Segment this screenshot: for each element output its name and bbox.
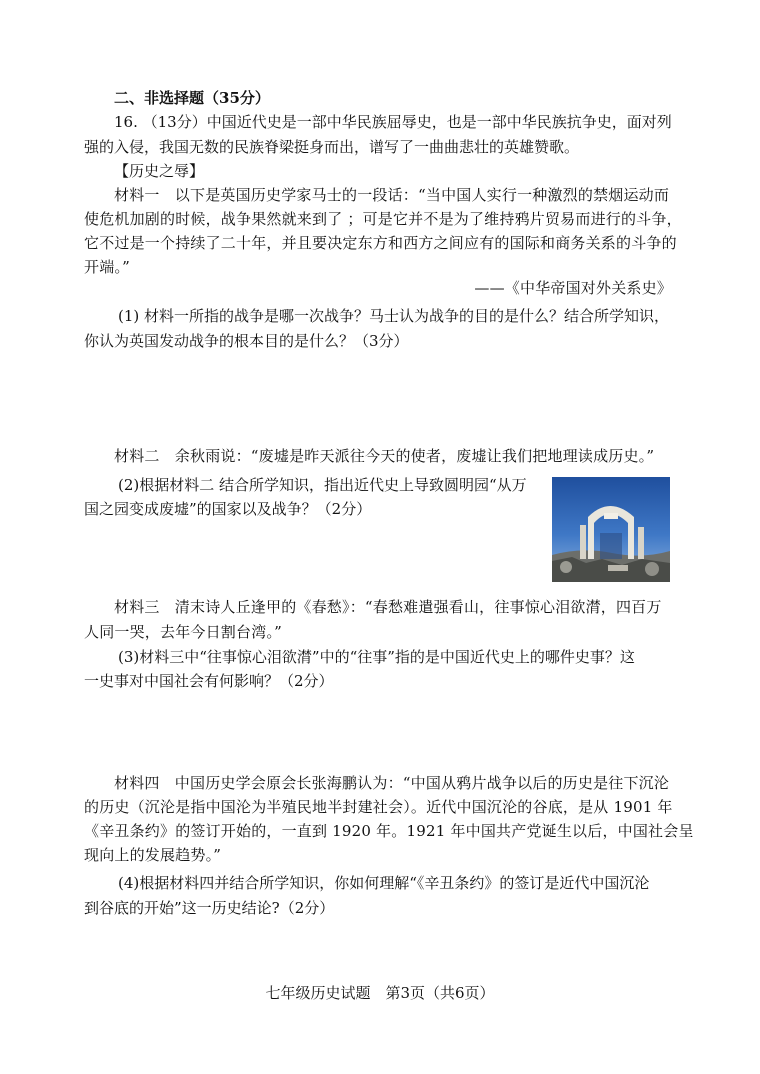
material2: 材料二 余秋雨说：“废墟是昨天派往今天的使者，废墟让我们把地理读成历史。”: [114, 447, 655, 465]
question-1-line-2: 你认为英国发动战争的根本目的是什么？（3分）: [84, 332, 409, 350]
material4-line-2: 的历史（沉沦是指中国沦为半殖民地半封建社会）。近代中国沉沦的谷底，是从 1901 年: [84, 798, 673, 816]
question-stem-line-1: 16. （13分）中国近代史是一部中华民族屈辱史，也是一部中华民族抗争史，面对列: [114, 113, 672, 131]
page-footer: 七年级历史试题 第3页（共6页）: [265, 984, 495, 1002]
section-heading: 二、非选择题（35分）: [114, 89, 270, 107]
material4-line-4: 现向上的发展趋势。”: [84, 846, 222, 864]
yuanmingyuan-ruins-photo: [552, 477, 670, 582]
question-4-line-2: 到谷底的开始”这一历史结论?（2分）: [84, 899, 335, 917]
material1-line-3: 它不过是一个持续了二十年，并且要决定东方和西方之间应有的国际和商务关系的斗争的: [84, 234, 677, 252]
material4-line-3: 《辛丑条约》的签订开始的，一直到 1920 年。1921 年中国共产党诞生以后，中国社会呈: [84, 822, 694, 840]
material1-source: ——《中华帝国对外关系史》: [474, 279, 672, 297]
material3-line-2: 人同一哭，去年今日割台湾。”: [84, 623, 282, 641]
material1-line-1: 材料一 以下是英国历史学家马士的一段话：“当中国人实行一种激烈的禁烟运动而: [114, 186, 670, 204]
question-2-line-2: 国之园变成废墟”的国家以及战争？（2分）: [84, 500, 372, 518]
question-3-line-2: 一史事对中国社会有何影响？（2分）: [84, 672, 334, 690]
part-title: 【历史之辱】: [114, 162, 205, 180]
question-2-line-1: (2)根据材料二 结合所学知识，指出近代史上导致圆明园“从万: [118, 476, 527, 494]
question-4-line-1: (4)根据材料四并结合所学知识，你如何理解“《辛丑条约》的签订是近代中国沉沦: [118, 874, 650, 892]
question-1-line-1: (1) 材料一所指的战争是哪一次战争？马士认为战争的目的是什么？结合所学知识，: [118, 307, 670, 325]
material4-line-1: 材料四 中国历史学会原会长张海鹏认为：“中国从鸦片战争以后的历史是往下沉沦: [114, 774, 670, 792]
question-stem-line-2: 强的入侵，我国无数的民族脊梁挺身而出，谱写了一曲曲悲壮的英雄赞歌。: [84, 138, 580, 156]
material1-line-2: 使危机加剧的时候，战争果然就来到了 ；可是它并不是为了维持鸦片贸易而进行的斗争，: [84, 210, 682, 228]
material3-line-1: 材料三 清末诗人丘逢甲的《春愁》：“春愁难遣强看山，往事惊心泪欲潸，四百万: [114, 598, 662, 616]
question-3-line-1: (3)材料三中“往事惊心泪欲潸”中的“往事”指的是中国近代史上的哪件史事？这: [118, 648, 635, 666]
material1-line-4: 开端。”: [84, 258, 130, 276]
